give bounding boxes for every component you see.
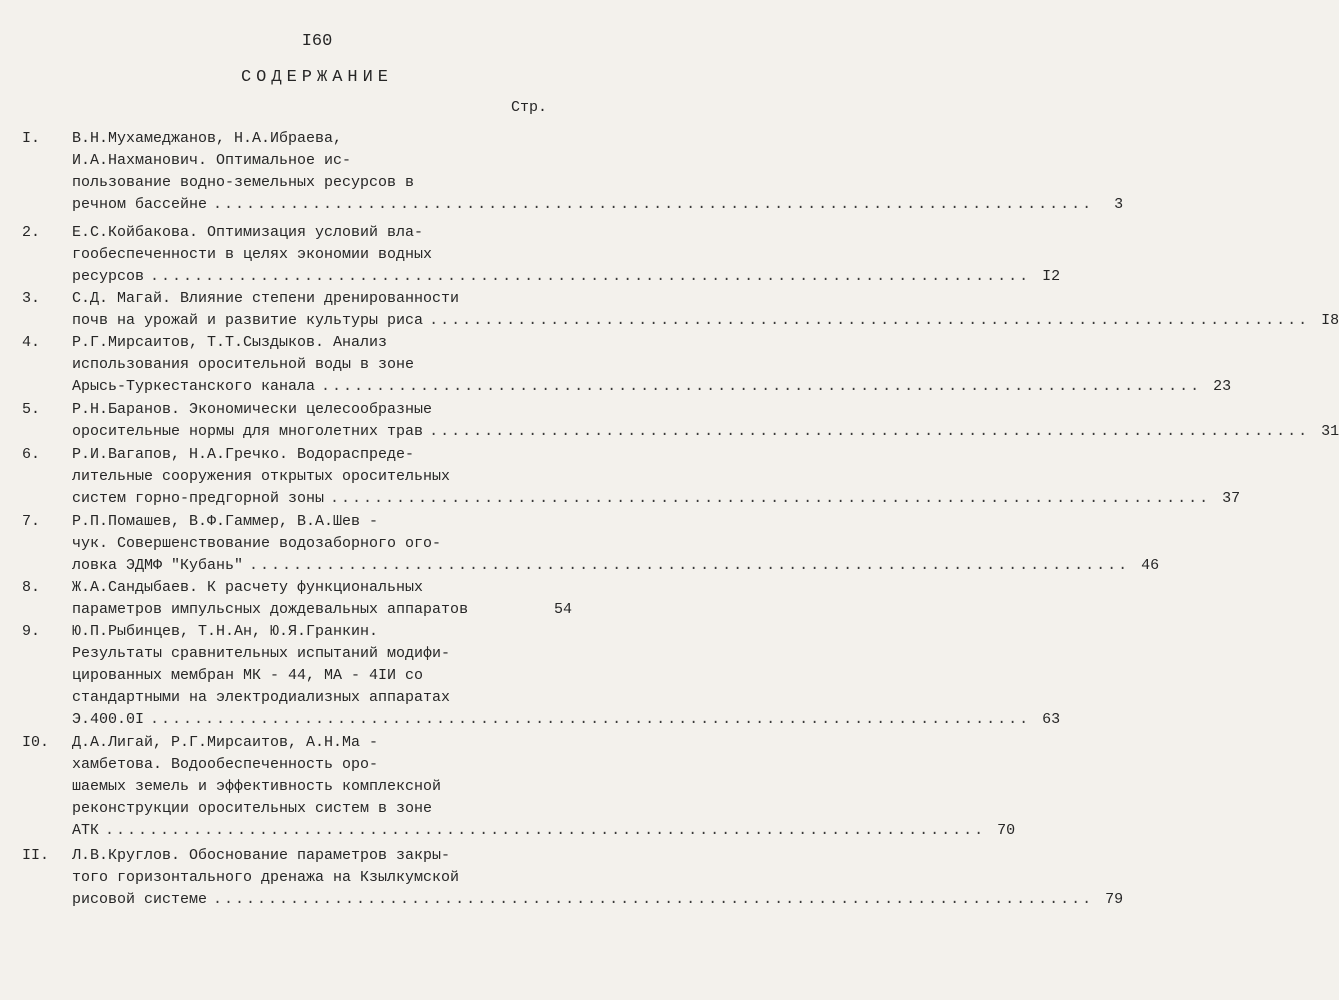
entry-page-number: 23	[1213, 378, 1232, 395]
entry-text-line: Е.С.Койбакова. Оптимизация условий вла-	[72, 224, 424, 241]
entry-number: 7.	[22, 513, 41, 530]
entry-last-line	[72, 376, 1232, 398]
entry-text-line: Р.Г.Мирсаитов, Т.Т.Сыздыков. Анализ	[72, 334, 388, 351]
entry-text-line: рисовой системе	[72, 891, 208, 908]
entry-last-line	[72, 889, 1124, 911]
entry-text-line: стандартными на электродиализных аппаратах	[72, 689, 451, 706]
entry-text-line: Результаты сравнительных испытаний модифи-	[72, 645, 451, 662]
entry-text-line: Д.А.Лигай, Р.Г.Мирсаитов, А.Н.Ма -	[72, 734, 379, 751]
toc-entry	[0, 621, 1061, 731]
entry-number: 3.	[22, 290, 41, 307]
entry-text-line: параметров импульсных дождевальных аппаратов	[72, 601, 469, 618]
entry-number: 6.	[22, 446, 41, 463]
entry-last-line	[72, 820, 1016, 842]
toc-entry	[0, 511, 1160, 577]
entry-text-line: шаемых земель и эффективность комплексной	[72, 778, 442, 795]
page-column-label: Стр.	[511, 99, 548, 116]
toc-entry	[0, 332, 1232, 398]
entry-number: 8.	[22, 579, 41, 596]
entry-number: I.	[22, 130, 41, 147]
entry-number: 5.	[22, 401, 41, 418]
page-number: I60	[301, 32, 333, 51]
dot-leader: ................................................................................	[429, 423, 1310, 440]
entry-number: 2.	[22, 224, 41, 241]
dot-leader: ................................................................................	[213, 196, 1094, 213]
toc-entry	[0, 128, 1124, 216]
entry-page-number: 79	[1105, 891, 1124, 908]
entry-last-line	[72, 266, 1061, 288]
entry-last-line	[72, 421, 1339, 443]
toc-entry	[0, 222, 1061, 288]
entry-text-line: Р.Н.Баранов. Экономически целесообразные	[72, 401, 433, 418]
dot-leader: ................................................................................	[213, 891, 1094, 908]
entry-text-line: речном бассейне	[72, 196, 208, 213]
entry-page-number: 54	[553, 601, 572, 618]
entry-text-line: пользование водно-земельных ресурсов в	[72, 174, 415, 191]
entry-text-line: В.Н.Мухамеджанов, Н.А.Ибраева,	[72, 130, 343, 147]
entry-last-line	[72, 310, 1339, 332]
entry-text-line: реконструкции оросительных систем в зоне	[72, 800, 433, 817]
entry-page-number: 37	[1222, 490, 1241, 507]
entry-text-line: АТК	[72, 822, 100, 839]
dot-leader: ................................................................................	[249, 557, 1130, 574]
entry-text-line: Ю.П.Рыбинцев, Т.Н.Ан, Ю.Я.Гранкин.	[72, 623, 379, 640]
entry-text-line: цированных мембран МК - 44, МА - 4IИ со	[72, 667, 424, 684]
entry-text-line: ловка ЭДМФ "Кубань"	[72, 557, 244, 574]
toc-heading: СОДЕРЖАНИЕ	[240, 68, 394, 87]
dot-leader: ................................................................................	[330, 490, 1211, 507]
entry-text-line: И.А.Нахманович. Оптимальное ис-	[72, 152, 352, 169]
entry-text-line: чук. Совершенствование водозаборного ого-	[72, 535, 442, 552]
entry-page-number: 46	[1141, 557, 1160, 574]
entry-page-number: 70	[997, 822, 1016, 839]
entry-text-line: Ж.А.Сандыбаев. К расчету функциональных	[72, 579, 424, 596]
toc-entry	[0, 845, 1124, 911]
entry-text-line: Р.П.Помашев, В.Ф.Гаммер, В.А.Шев -	[72, 513, 379, 530]
toc-entry	[0, 399, 1339, 443]
entry-last-line	[72, 488, 1241, 510]
entry-text-line: оросительные нормы для многолетних трав	[72, 423, 424, 440]
entry-text-line: систем горно-предгорной зоны	[72, 490, 325, 507]
dot-leader: ................................................................................	[105, 822, 986, 839]
entry-page-number: I2	[1042, 268, 1061, 285]
toc-entry	[0, 577, 634, 621]
entry-page-number: 3	[1114, 196, 1124, 213]
entry-last-line	[72, 555, 1160, 577]
entry-text-line: того горизонтального дренажа на Кзылкумской	[72, 869, 460, 886]
entry-last-line	[72, 709, 1061, 731]
entry-page-number: I8	[1321, 312, 1339, 329]
entry-number: I0.	[22, 734, 50, 751]
dot-leader: ................................................................................	[150, 268, 1031, 285]
entry-text-line: Л.В.Круглов. Обоснование параметров закры-	[72, 847, 451, 864]
toc-entry	[0, 732, 1016, 842]
entry-text-line: С.Д. Магай. Влияние степени дренированности	[72, 290, 460, 307]
entry-text-line: гообеспеченности в целях экономии водных	[72, 246, 433, 263]
toc-entry	[0, 288, 1339, 332]
entry-text-line: ресурсов	[72, 268, 145, 285]
dot-leader: ................................................................................	[321, 378, 1202, 395]
entry-text-line: Арысь-Туркестанского канала	[72, 378, 316, 395]
dot-leader: ................................................................................	[429, 312, 1310, 329]
entry-text-line: хамбетова. Водообеспеченность оро-	[72, 756, 379, 773]
entry-page-number: 31	[1321, 423, 1339, 440]
entry-text-line: Э.400.0I	[72, 711, 145, 728]
entry-number: 4.	[22, 334, 41, 351]
entry-text-line: лительные сооружения открытых оросительных	[72, 468, 451, 485]
entry-page-number: 63	[1042, 711, 1061, 728]
entry-last-line	[72, 194, 1124, 216]
entry-last-line	[72, 599, 572, 621]
dot-leader: ................................................................................	[150, 711, 1031, 728]
entry-number: II.	[22, 847, 50, 864]
entry-text-line: Р.И.Вагапов, Н.А.Гречко. Водораспреде-	[72, 446, 415, 463]
entry-text-line: использования оросительной воды в зоне	[72, 356, 415, 373]
entry-text-line: почв на урожай и развитие культуры риса	[72, 312, 424, 329]
toc-entry	[0, 444, 1241, 510]
entry-number: 9.	[22, 623, 41, 640]
